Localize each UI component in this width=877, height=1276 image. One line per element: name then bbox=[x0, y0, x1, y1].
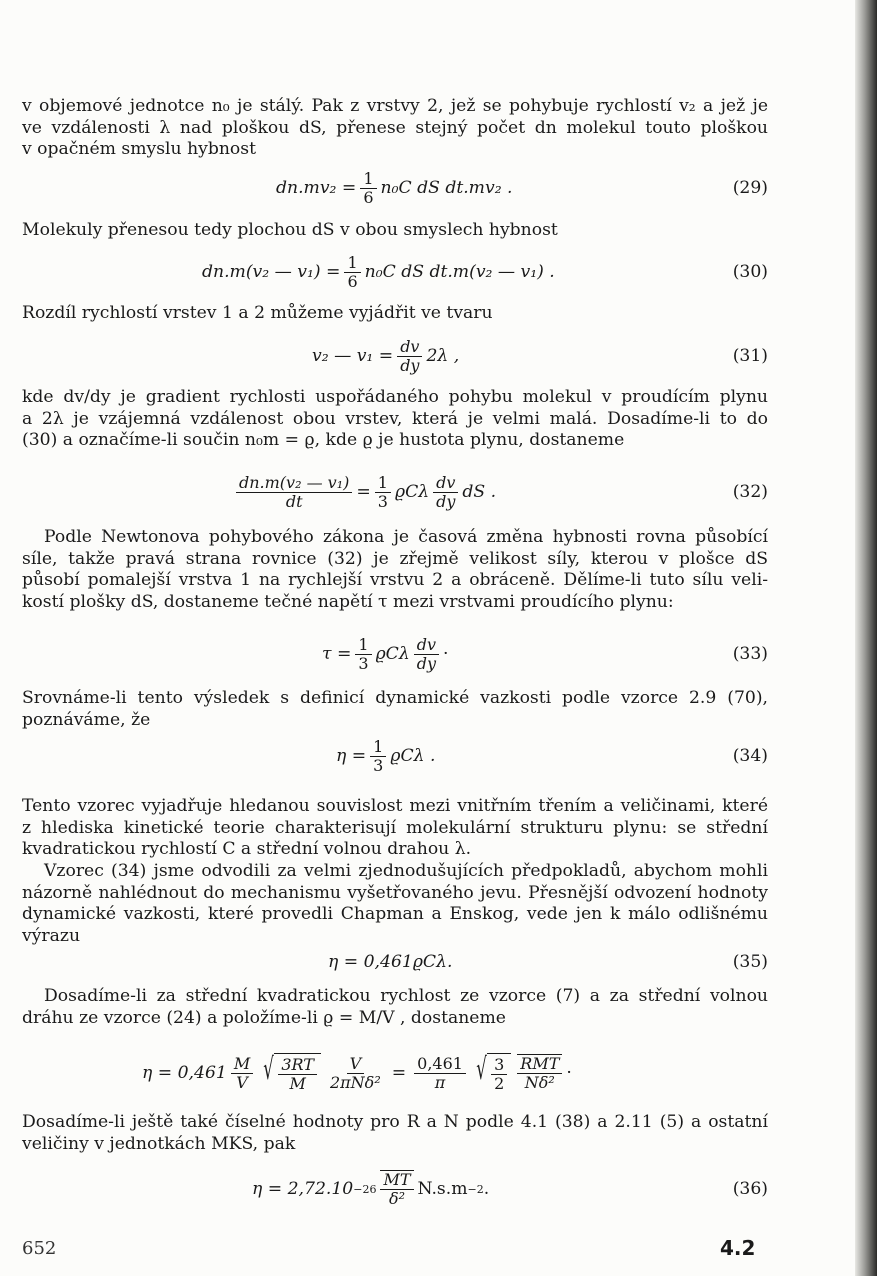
paragraph-6 bbox=[22, 688, 768, 731]
eq-lhs: dn.m(v₂ — v₁) = bbox=[202, 262, 341, 282]
paragraph-4 bbox=[22, 387, 768, 452]
eq-rhs: n₀C dS dt.mv₂ . bbox=[380, 178, 513, 198]
fraction: $\frac{MT}{\text{δ²}}$ bbox=[380, 1170, 413, 1208]
equation-number: (36) bbox=[732, 1179, 768, 1199]
page-edge-shadow bbox=[855, 0, 877, 1276]
fraction: $\frac{dv}{dy}$ bbox=[433, 474, 458, 511]
fraction: $\frac{1}{6}$ bbox=[344, 254, 360, 291]
text-line: Dosadíme-li ještě také číselné hodnoty pro R a N podle 4.1 (38) a 2.11 (5) a ostatní bbox=[22, 1112, 768, 1132]
equation-36 bbox=[22, 1164, 768, 1214]
fraction: $\frac{\text{RMT}}{\text{Nδ²}}$ bbox=[517, 1054, 562, 1092]
fraction: $\frac{1}{6}$ bbox=[360, 170, 376, 207]
text-line: kvadratickou rychlostí C a střední volnou drahou λ. bbox=[22, 839, 472, 859]
eq-rhs: 2λ , bbox=[426, 346, 460, 366]
paragraph-3 bbox=[22, 303, 768, 325]
eq-lhs: η = bbox=[336, 746, 367, 766]
eq-equals: = bbox=[391, 1063, 407, 1083]
fraction: $\frac{dv}{dy}$ bbox=[414, 636, 439, 673]
eq-exponent: −26 bbox=[353, 1182, 377, 1196]
section-number: 4.2 bbox=[720, 1236, 756, 1260]
text-line: v opačném smyslu hybnost bbox=[22, 139, 257, 159]
square-root: √ $\frac{3}{2}$ bbox=[472, 1053, 511, 1093]
equation-number: (29) bbox=[732, 178, 768, 198]
equation-29 bbox=[22, 166, 768, 210]
eq-lhs: τ = bbox=[322, 644, 352, 664]
eq-rhs: dS . bbox=[462, 482, 497, 502]
eq-equals: = bbox=[356, 482, 371, 502]
eq-body: η = 0,461ϱCλ. bbox=[328, 952, 453, 972]
eq-rhs: n₀C dS dt.m(v₂ — v₁) . bbox=[364, 262, 555, 282]
text-line: Dosadíme-li za střední kvadratickou rychlost ze vzorce (7) a za střední volnou bbox=[44, 986, 768, 1006]
eq-lhs: η = 2,72.10 bbox=[252, 1179, 354, 1199]
text-line: kostí plošky dS, dostaneme tečné napětí τ mezi vrstvami proudícího plynu: bbox=[22, 591, 674, 612]
equation-eta-substituted bbox=[22, 1046, 768, 1100]
fraction: $\frac{1}{3}$ bbox=[375, 474, 391, 511]
text-line: v objemové jednotce n₀ je stálý. Pak z vrstvy 2, jež se pohybuje rychlostí v₂ a jež je bbox=[22, 96, 768, 116]
text-line: ve vzdálenosti λ nad ploškou dS, přenese stejný počet dn molekul touto ploškou bbox=[22, 117, 768, 138]
equation-number: (31) bbox=[732, 346, 768, 366]
eq-rhs: · bbox=[443, 644, 449, 664]
eq-lhs: dn.mv₂ = bbox=[276, 178, 357, 198]
equation-30 bbox=[22, 250, 768, 294]
equation-35 bbox=[22, 940, 768, 984]
text-line: Tento vzorec vyjadřuje hledanou souvislost mezi vnitřním třením a veličinami, které bbox=[22, 796, 768, 816]
paragraph-7 bbox=[22, 796, 768, 861]
eq-units: N.s.m bbox=[417, 1179, 468, 1199]
fraction: $\frac{dv}{dy}$ bbox=[397, 338, 422, 375]
eq-lhs: v₂ — v₁ = bbox=[312, 346, 394, 366]
text-line: dráhu ze vzorce (24) a položíme-li ϱ = M/V , dostaneme bbox=[22, 1007, 506, 1028]
paragraph-9 bbox=[22, 986, 768, 1029]
paragraph-1 bbox=[22, 96, 768, 161]
paragraph-10 bbox=[22, 1112, 768, 1155]
eq-end: . bbox=[483, 1179, 490, 1199]
eq-end: · bbox=[566, 1063, 572, 1083]
text-line: Molekuly přenesou tedy plochou dS v obou smyslech hybnost bbox=[22, 220, 558, 240]
fraction: $\frac{1}{3}$ bbox=[370, 738, 386, 775]
fraction: $\frac{V}{\text{2πNδ²}}$ bbox=[329, 1053, 381, 1092]
text-line: kde dv/dy je gradient rychlosti uspořádaného pohybu molekul v proudícím plynu bbox=[22, 387, 768, 407]
equation-number: (33) bbox=[732, 644, 768, 664]
text-line: výrazu bbox=[22, 925, 81, 946]
paragraph-5 bbox=[22, 527, 768, 613]
eq-rhs: ϱCλ . bbox=[390, 746, 436, 766]
text-line: Rozdíl rychlostí vrstev 1 a 2 můžeme vyjádřit ve tvaru bbox=[22, 303, 493, 323]
equation-32 bbox=[22, 470, 768, 514]
paragraph-8 bbox=[22, 861, 768, 947]
text-line: a 2λ je vzájemná vzdálenost obou vrstev, která je velmi malá. Dosadíme-li to do bbox=[22, 408, 768, 429]
fraction: $\frac{M}{V}$ bbox=[231, 1055, 253, 1092]
equation-31 bbox=[22, 334, 768, 378]
text-line: Vzorec (34) jsme odvodili za velmi zjednodušujících předpokladů, abychom mohli bbox=[44, 861, 768, 881]
fraction: $\frac{1}{3}$ bbox=[355, 636, 371, 673]
text-line: síle, takže pravá strana rovnice (32) je zřejmě velikost síly, kterou v plošce dS bbox=[22, 548, 768, 569]
eq-units-exponent: −2 bbox=[467, 1182, 484, 1196]
text-line: názorně nahlédnout do mechanismu vyšetřovaného jevu. Přesnější odvození hodnoty bbox=[22, 882, 768, 903]
text-line: z hlediska kinetické teorie charakterisují molekulární strukturu plynu: se střední bbox=[22, 817, 768, 838]
text-line: působí pomalejší vrstva 1 na rychlejší vrstvu 2 a obráceně. Dělíme-li tuto sílu veli- bbox=[22, 570, 768, 590]
fraction: $\frac{\text{dn.m(v₂ — v₁)}}{dt}$ bbox=[236, 474, 352, 511]
page-number: 652 bbox=[22, 1238, 57, 1259]
text-line: poznáváme, že bbox=[22, 709, 151, 730]
equation-33 bbox=[22, 632, 768, 676]
square-root: √ $\frac{3RT}{M}$ bbox=[259, 1053, 321, 1093]
equation-34 bbox=[22, 734, 768, 778]
equation-number: (35) bbox=[732, 952, 768, 972]
text-line: Podle Newtonova pohybového zákona je časová změna hybnosti rovna působící bbox=[44, 527, 768, 547]
equation-number: (30) bbox=[732, 262, 768, 282]
text-line: (30) a označíme-li součin n₀m = ϱ, kde ϱ je hustota plynu, dostaneme bbox=[22, 430, 625, 450]
paragraph-2 bbox=[22, 220, 768, 242]
eq-lhs: η = 0,461 bbox=[142, 1063, 227, 1083]
text-line: veličiny v jednotkách MKS, pak bbox=[22, 1133, 296, 1154]
equation-number: (32) bbox=[732, 482, 768, 502]
text-line: Srovnáme-li tento výsledek s definicí dynamické vazkosti podle vzorce 2.9 (70), bbox=[22, 688, 768, 708]
text-line: dynamické vazkosti, které provedli Chapman a Enskog, vede jen k málo odlišnému bbox=[22, 904, 768, 924]
fraction: $\frac{0,461}{\pi}$ bbox=[414, 1055, 466, 1092]
equation-number: (34) bbox=[732, 746, 768, 766]
eq-mid: ϱCλ bbox=[394, 482, 430, 502]
eq-mid: ϱCλ bbox=[375, 644, 410, 664]
